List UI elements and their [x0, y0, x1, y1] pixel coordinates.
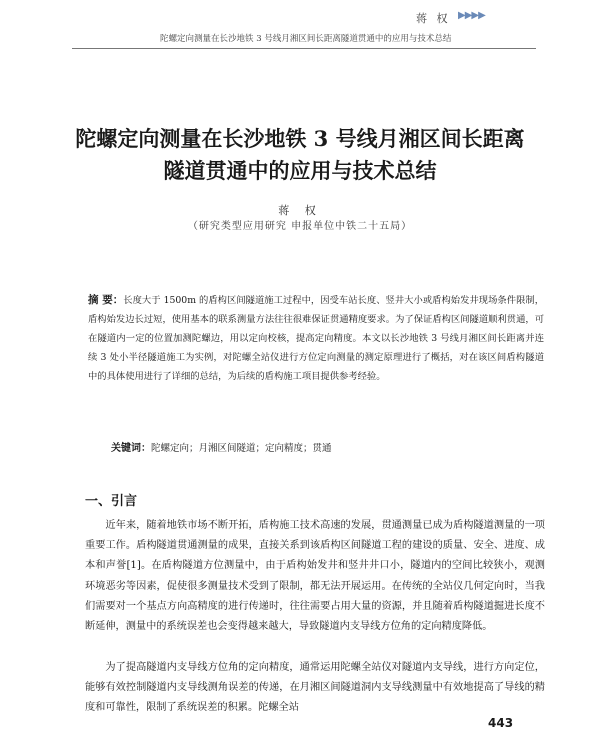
abstract-text: 长度大于 1500m 的盾构区间隧道施工过程中，因受车站长度、竖井大小或盾构始发井现场条件限制，盾构始发边长过短，使用基本的联系测量方法往往很难保证贯通精度要求。为了保证盾构区间隧道顺利贯通，可在隧道内一定的位置加测陀螺边，用以定向校核，提高定向精度。本文以长沙地铁 3 号线月湘区间长距离并连续 3 处小半径隧道施工为实例，对陀螺全站仪进行方位定向测量的测定原理进行了概括，对在该区间盾构隧道中的具体使用进行了详细的总结，为后续的盾构施工项目提供参考经验。: [88, 295, 545, 382]
keywords-text: 陀螺定向；月湘区间隧道；定向精度；贯通: [151, 443, 332, 454]
section-heading: 一、引言: [85, 494, 138, 509]
header-divider: [72, 48, 536, 49]
page-number: 443: [488, 716, 514, 730]
paper-title-line2: 隧道贯通中的应用与技术总结: [163, 158, 437, 183]
abstract-label: 摘 要：: [88, 294, 124, 306]
abstract: [88, 291, 544, 386]
header-subtitle: 陀螺定向测量在长沙地铁 3 号线月湘区间长距离隧道贯通中的应用与技术总结: [160, 34, 452, 44]
paper-title: [60, 123, 540, 187]
body-paragraph-1: 近年来，随着地铁市场不断开拓，盾构施工技术高速的发展，贯通测量已成为盾构隧道测量的一项重要工作。盾构隧道贯通测量的成果，直接关系到该盾构区间隧道工程的建设的质量、安全、进度、成本和声誉[1]。在盾构隧道方位测量中，由于盾构始发井和竖井井口小，隧道内的空间比较狭小，观测环境恶劣等因素，促使很多测量技术受到了限制，都无法开展运用。在传统的全站仪几何定向时，当我们需要对一个基点方向高精度的进行传递时，往往需要占用大量的资源，并且随着盾构隧道掘进长度不断延伸，测量中的系统误差也会变得越来越大，导致隧道内支导线方位角的定向精度降低。: [85, 520, 545, 633]
paper-affiliation: （研究类型应用研究 申报单位中铁二十五局）: [187, 221, 413, 232]
header-author: 蒋 权: [416, 12, 451, 25]
header-arrows-icon: ▶▶▶▶: [458, 10, 485, 21]
keywords-label: 关键词：: [111, 443, 151, 454]
paper-author: 蒋 权: [278, 204, 322, 217]
paper-title-line1: 陀螺定向测量在长沙地铁 3 号线月湘区间长距离: [75, 126, 525, 151]
body-paragraph-2: 为了提高隧道内支导线方位角的定向精度，通常运用陀螺全站仪对隧道内支导线，进行方向定位，能够有效控制隧道内支导线测角误差的传递，在月湘区间隧道洞内支导线测量中有效地提高了导线的精度和可靠性，限制了系统误差的积累。陀螺全站: [85, 662, 545, 714]
keywords: [111, 439, 541, 454]
